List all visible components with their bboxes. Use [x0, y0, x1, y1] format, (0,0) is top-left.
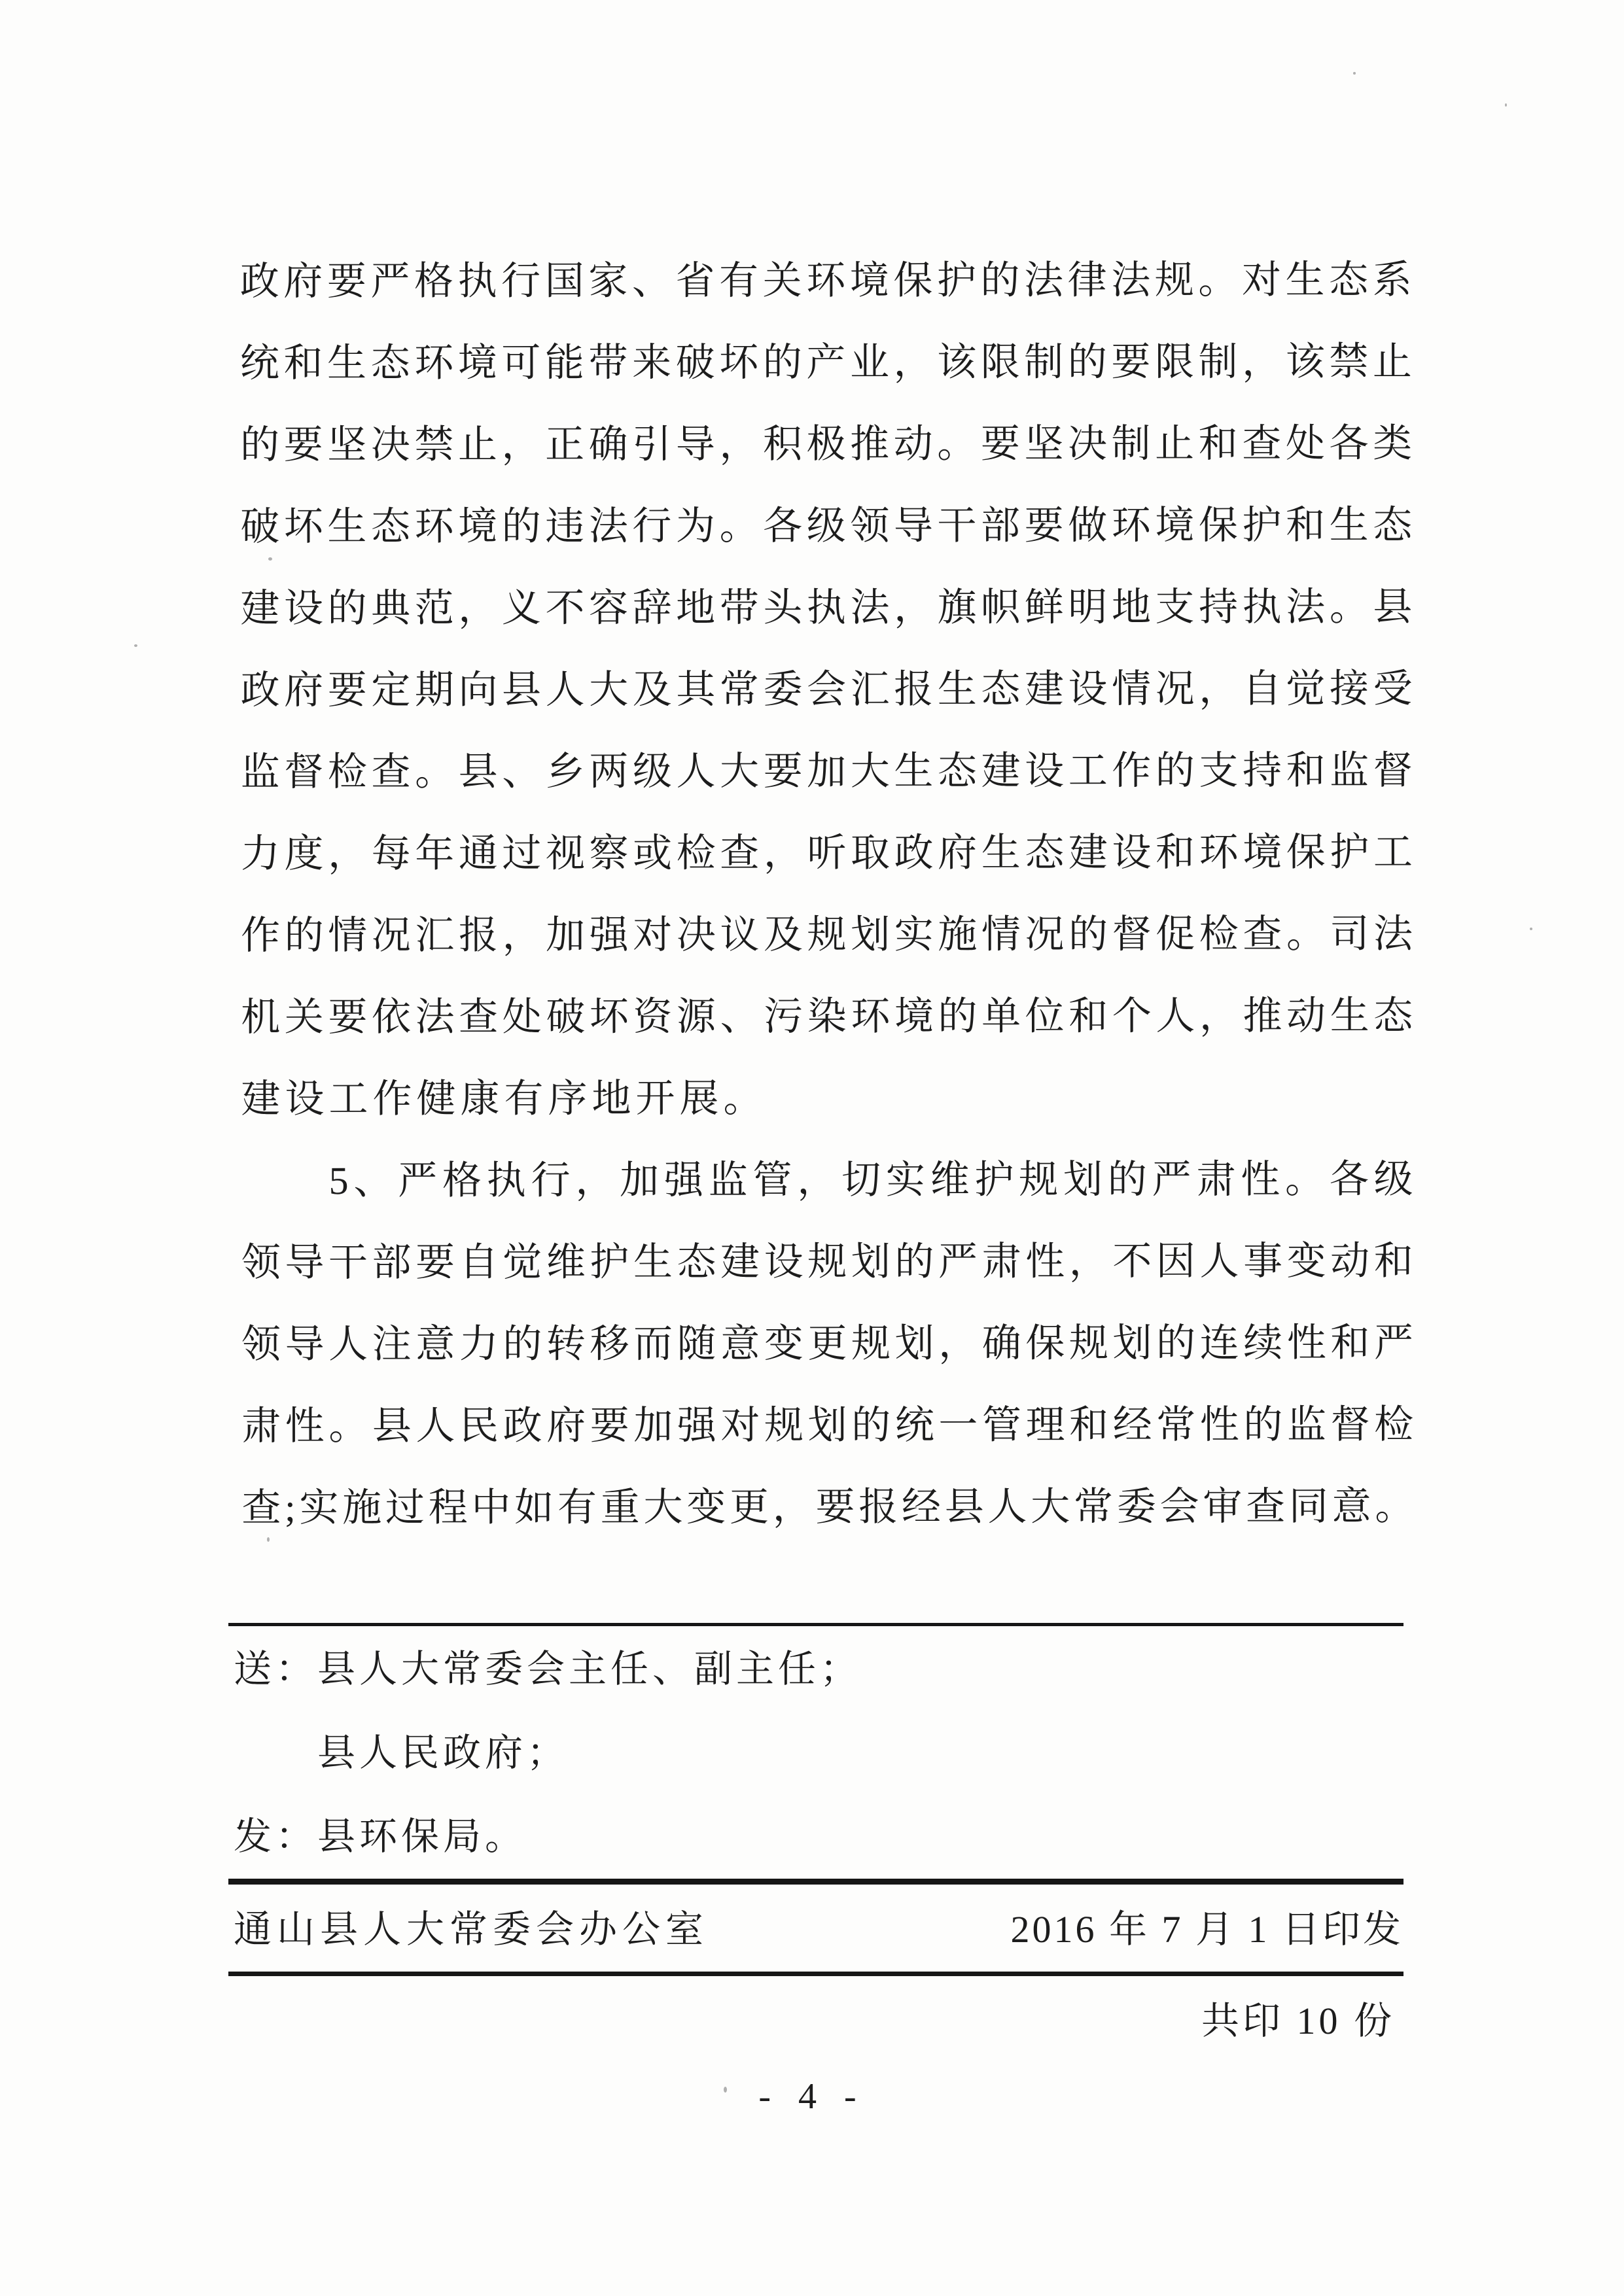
body-paragraphs	[240, 239, 1417, 1550]
imprint-office: 通山县人大常委会办公室	[234, 1908, 709, 1951]
distribution-separator-rule	[228, 1623, 1403, 1626]
scan-speck	[267, 1537, 270, 1542]
scan-speck	[1505, 103, 1507, 107]
body-line: 领导干部要自觉维护生态建设规划的严肃性，不因人事变动和	[241, 1239, 1416, 1285]
body-line: 力度，每年通过视察或检查，听取政府生态建设和环境保护工	[240, 830, 1415, 876]
body-line: 肃性。县人民政府要加强对规划的统一管理和经常性的监督检	[241, 1402, 1417, 1448]
body-line: 作的情况汇报，加强对决议及规划实施情况的督促检查。司法	[241, 912, 1416, 958]
scan-speck	[268, 557, 272, 561]
body-line: 政府要严格执行国家、省有关环境保护的法律法规。对生态系	[239, 258, 1415, 304]
scan-speck	[1353, 72, 1356, 75]
body-line: 建设的典范，义不容辞地带头执法，旗帜鲜明地支持执法。县	[240, 585, 1415, 631]
scan-speck	[724, 2087, 727, 2093]
scan-speck	[134, 644, 137, 647]
imprint-rule-bottom	[228, 1972, 1403, 1976]
body-line: 机关要依法查处破坏资源、污染环境的单位和个人，推动生态	[241, 994, 1416, 1039]
body-line-item-5: 5、严格执行，加强监管，切实维护规划的严肃性。各级	[328, 1157, 1416, 1203]
cc-send-line-2: 县人民政府；	[317, 1731, 569, 1774]
print-copies: 共印 10 份	[1201, 2000, 1395, 2042]
imprint-rule-top	[228, 1879, 1403, 1885]
cc-issue-line: 发：县环保局。	[234, 1815, 527, 1858]
body-line-paragraph-end: 建设工作健康有序地开展。	[241, 1077, 768, 1121]
scan-speck	[1530, 928, 1532, 930]
cc-send-line: 送：县人大常委会主任、副主任；	[234, 1648, 862, 1690]
page-number: - 4 -	[758, 2076, 866, 2117]
body-line: 的要坚决禁止，正确引导，积极推动。要坚决制止和查处各类	[239, 421, 1415, 467]
body-line: 破坏生态环境的违法行为。各级领导干部要做环境保护和生态	[240, 503, 1415, 549]
body-line: 领导人注意力的转移而随意变更规划，确保规划的连续性和严	[241, 1321, 1417, 1366]
body-line: 统和生态环境可能带来破坏的产业，该限制的要限制，该禁止	[239, 339, 1415, 385]
body-line: 政府要定期向县人大及其常委会汇报生态建设情况，自觉接受	[240, 667, 1415, 712]
body-line: 监督检查。县、乡两级人大要加大生态建设工作的支持和监督	[240, 748, 1415, 794]
imprint-date: 2016 年 7 月 1 日印发	[1010, 1908, 1403, 1951]
body-line-paragraph-end: 查;实施过程中如有重大变更，要报经县人大常委会审查同意。	[241, 1484, 1417, 1530]
